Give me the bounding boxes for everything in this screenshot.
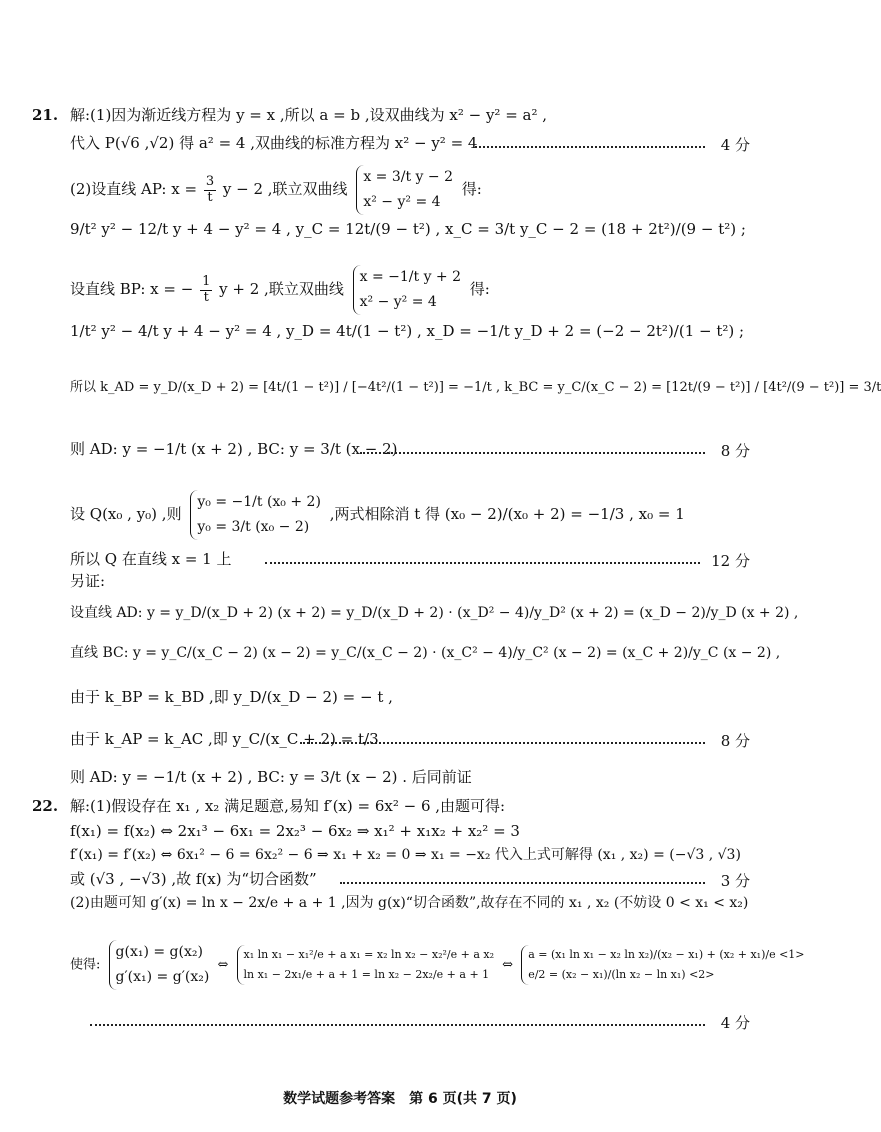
q21-line-3-b: y − 2 ,联立双曲线 [222, 180, 348, 199]
q22-line-2: f(x₁) = f(x₂) ⇔ 2x₁³ − 6x₁ = 2x₂³ − 6x₂ ⇒ x₁² + x₁x₂ + x₂² = 3 [70, 822, 520, 840]
q21-line-10: 所以 Q 在直线 x = 1 上 [70, 550, 232, 568]
q21-line-13: 直线 BC: y = y_C/(x_C − 2) (x − 2) = y_C/(x_C − 2) · (x_C² − 4)/y_C² (x − 2) = (x_C + 2)/y_C (x − 2) , [70, 645, 781, 661]
system-equation-1: x₁ ln x₁ − x₁²/e + a x₁ = x₂ ln x₂ − x₂²/e + a x₂ [243, 948, 495, 962]
score-label: 8 分 [720, 442, 750, 460]
score-label: 12 分 [711, 552, 750, 570]
q21-line-9-b: ,两式相除消 t 得 (x₀ − 2)/(x₀ + 2) = −1/3 , x₀ = 1 [329, 505, 685, 524]
question-number-22: 22. [32, 797, 59, 815]
dotted-leader [265, 562, 700, 564]
system-equation-2: ln x₁ − 2x₁/e + a + 1 = ln x₂ − 2x₂/e + a + 1 [243, 968, 490, 982]
q21-line-5-b: y + 2 ,联立双曲线 [219, 280, 344, 299]
system-equation-2: g′(x₁) = g′(x₂) [115, 969, 210, 986]
system-equation-2: x² − y² = 4 [359, 294, 437, 311]
question-number-21: 21. [32, 106, 59, 124]
system-equation-1: x = −1/t y + 2 [359, 269, 462, 285]
q21-line-4: 9/t² y² − 12/t y + 4 − y² = 4 , y_C = 12t/(9 − t²) , x_C = 3/t y_C − 2 = (18 + 2t²)/(9 − t²) ; [70, 220, 746, 238]
system-equation-1: g(x₁) = g(x₂) [115, 944, 203, 960]
q21-line-15: 由于 k_AP = k_AC ,即 y_C/(x_C + 2) = t/3 [70, 730, 379, 748]
q22-line-6-a: 使得: [70, 957, 101, 973]
q22-line-1: 解:(1)假设存在 x₁ , x₂ 满足题意,易知 f′(x) = 6x² − 6 ,由题可得: [70, 797, 506, 815]
q21-line-11: 另证: [70, 572, 106, 590]
score-label: 8 分 [720, 732, 750, 750]
system-equation-2: e/2 = (x₂ − x₁)/(ln x₂ − ln x₁) <2> [528, 968, 715, 982]
dotted-leader [90, 1024, 705, 1026]
q21-line-16: 则 AD: y = −1/t (x + 2) , BC: y = 3/t (x − 2) . 后同前证 [70, 768, 472, 786]
score-label: 3 分 [720, 872, 750, 890]
dotted-leader [475, 146, 705, 148]
q21-line-1: 解:(1)因为渐近线方程为 y = x ,所以 a = b ,设双曲线为 x² − y² = a² , [70, 106, 548, 124]
dotted-leader [300, 742, 705, 744]
equation-system [521, 945, 804, 985]
score-label: 4 分 [720, 1014, 750, 1032]
q21-line-5-c: 得: [469, 280, 490, 299]
system-equation-1: a = (x₁ ln x₁ − x₂ ln x₂)/(x₂ − x₁) + (x₂ + x₁)/e <1> [528, 948, 805, 962]
q22-line-5: (2)由题可知 g′(x) = ln x − 2x/e + a + 1 ,因为 g(x)“切合函数”,故存在不同的 x₁ , x₂ (不妨设 0 < x₁ < x₂) [70, 895, 749, 911]
q21-line-9-a: 设 Q(x₀ , y₀) ,则 [70, 505, 182, 524]
system-equation-2: x² − y² = 4 [363, 194, 441, 211]
fraction: $\frac{1}{t}$ [202, 273, 211, 305]
page-footer: 数学试题参考答案 第 6 页(共 7 页) [283, 1091, 517, 1107]
q21-line-3-c: 得: [461, 180, 482, 199]
dotted-leader [360, 452, 705, 454]
q21-line-9 [70, 490, 750, 540]
system-equation-1: y₀ = −1/t (x₀ + 2) [197, 494, 321, 510]
q21-line-3-a: (2)设直线 AP: x = [70, 180, 198, 199]
equation-system [356, 165, 453, 215]
q22-line-3: f′(x₁) = f′(x₂) ⇔ 6x₁² − 6 = 6x₂² − 6 ⇒ x₁ + x₂ = 0 ⇒ x₁ = −x₂ 代入上式可解得 (x₁ , x₂) = (−√3 , √3) [70, 847, 741, 863]
equation-system [353, 265, 461, 315]
dotted-leader [340, 882, 705, 884]
equivalence-arrow: ⇔ [502, 957, 514, 973]
equation-system [237, 945, 495, 985]
q21-line-7: 所以 k_AD = y_D/(x_D + 2) = [4t/(1 − t²)] / [−4t²/(1 − t²)] = −1/t , k_BC = y_C/(x_C − 2) = [12t/(9 − t²)] / [4t²/(9 − t²)] = 3/t [70, 380, 881, 395]
q21-line-12: 设直线 AD: y = y_D/(x_D + 2) (x + 2) = y_D/(x_D + 2) · (x_D² − 4)/y_D² (x + 2) = (x_D − 2)/y_D (x + 2) , [70, 605, 799, 621]
q22-line-4: 或 (√3 , −√3) ,故 f(x) 为“切合函数” [70, 870, 317, 888]
score-label: 4 分 [720, 136, 750, 154]
q21-line-5 [70, 265, 750, 315]
equivalence-arrow: ⇔ [217, 957, 229, 973]
q21-line-3 [70, 165, 750, 215]
q21-line-6: 1/t² y² − 4/t y + 4 − y² = 4 , y_D = 4t/(1 − t²) , x_D = −1/t y_D + 2 = (−2 − 2t²)/(1 − t²) ; [70, 322, 745, 340]
q21-line-14: 由于 k_BP = k_BD ,即 y_D/(x_D − 2) = − t , [70, 688, 393, 706]
q21-line-8: 则 AD: y = −1/t (x + 2) , BC: y = 3/t (x − 2) [70, 440, 398, 458]
q22-line-6 [70, 940, 805, 990]
system-equation-2: y₀ = 3/t (x₀ − 2) [197, 519, 310, 536]
q21-line-5-a: 设直线 BP: x = − [70, 280, 194, 299]
equation-system [109, 940, 210, 990]
q21-line-2: 代入 P(√6 ,√2) 得 a² = 4 ,双曲线的标准方程为 x² − y² = 4 [70, 134, 478, 152]
system-equation-1: x = 3/t y − 2 [363, 169, 454, 185]
fraction: $\frac{3}{t}$ [205, 173, 215, 205]
equation-system [190, 490, 321, 540]
